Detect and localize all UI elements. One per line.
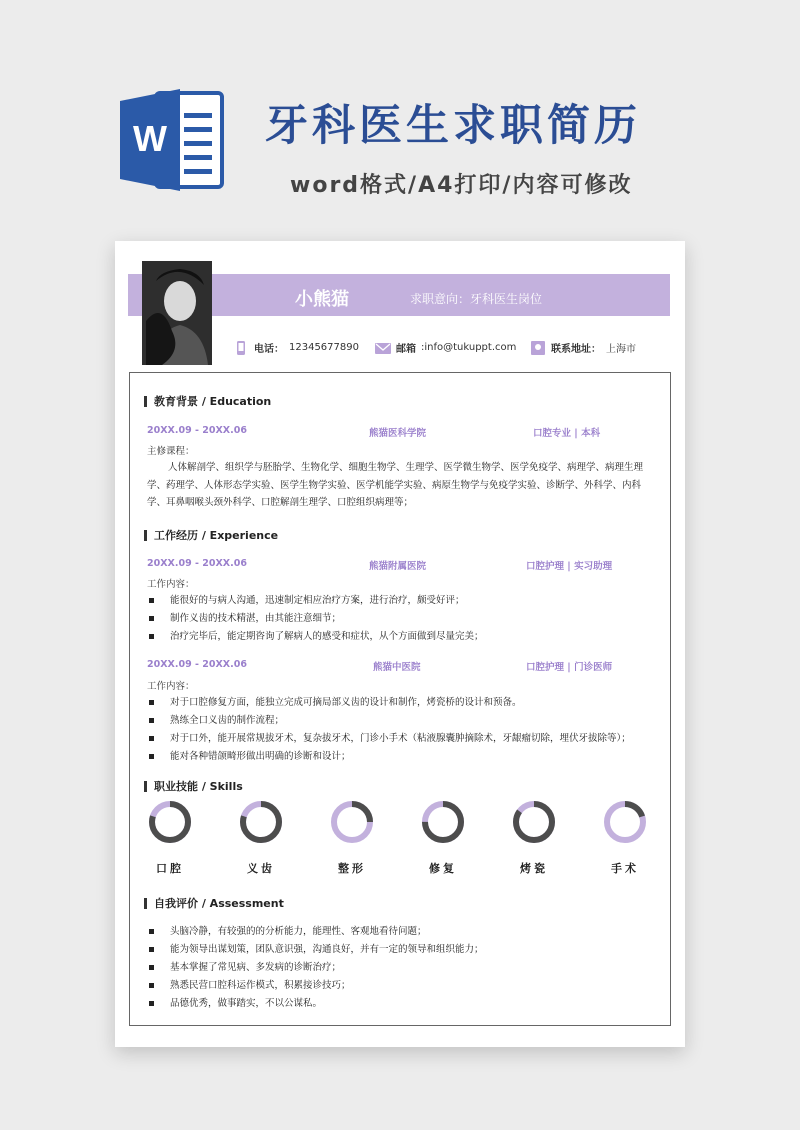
svg-text:W: W <box>133 118 167 159</box>
skill-3 <box>312 798 392 876</box>
contact-phone: 电话： 12345677890 <box>233 340 359 355</box>
job2-org: 熊猫中医院 <box>373 662 421 673</box>
phone-icon <box>233 341 249 355</box>
skill-ring <box>237 798 285 846</box>
assessment-heading: 自我评价 / Assessment <box>144 895 284 911</box>
courses-label: 主修课程： <box>147 446 195 457</box>
job1-role: 口腔护理 | 实习助理 <box>526 561 613 572</box>
contact-email: 邮箱 :info@tukuppt.com <box>375 340 516 355</box>
page-subtitle: word格式/A4打印/内容可修改 <box>290 173 633 198</box>
skill-name: 义齿 <box>247 862 275 875</box>
list-item: 治疗完毕后，能定期咨询了解病人的感受和症状，从个方面做到尽量完美； <box>147 628 667 646</box>
education-date: 20XX.09 - 20XX.06 <box>147 425 247 436</box>
skill-ring <box>328 798 376 846</box>
job2-date: 20XX.09 - 20XX.06 <box>147 659 247 670</box>
experience-heading: 工作经历 / Experience <box>144 527 278 543</box>
skill-name: 口腔 <box>156 862 184 875</box>
skill-name: 烤瓷 <box>520 862 548 875</box>
job1-label: 工作内容： <box>147 579 195 590</box>
contact-address: 联系地址： 上海市 <box>530 340 636 355</box>
resume-body <box>129 372 671 1026</box>
list-item: 头脑冷静，有较强的的分析能力，能理性、客观地看待问题； <box>147 923 667 941</box>
contact-row <box>225 340 675 360</box>
list-item: 熟练全口义齿的制作流程； <box>147 712 667 730</box>
skill-2 <box>221 798 301 876</box>
location-icon <box>530 341 546 355</box>
list-item: 能很好的与病人沟通，迅速制定相应治疗方案，进行治疗，颇受好评； <box>147 592 667 610</box>
job1-org: 熊猫附属医院 <box>369 561 427 572</box>
list-item: 对于口外，能开展常规拔牙术，复杂拔牙术，门诊小手术（粘液腺囊肿摘除术，牙龈瘤切除，埋伏牙拔除等）； <box>147 730 667 748</box>
job-intent: 求职意向：牙科医生岗位 <box>410 292 543 306</box>
list-item: 制作义齿的技术精湛，由其能注意细节； <box>147 610 667 628</box>
job1-date: 20XX.09 - 20XX.06 <box>147 558 247 569</box>
assessment-list <box>147 923 667 1013</box>
list-item: 能对各种错颌畸形做出明确的诊断和设计； <box>147 748 667 766</box>
job1-duties <box>147 592 667 646</box>
skill-ring <box>419 798 467 846</box>
profile-photo <box>142 261 212 365</box>
job2-duties <box>147 694 667 766</box>
word-document-icon <box>118 85 228 195</box>
skill-5 <box>494 798 574 876</box>
skill-name: 整形 <box>338 862 366 875</box>
list-item: 基本掌握了常见病、多发病的诊断治疗； <box>147 959 667 977</box>
education-heading: 教育背景 / Education <box>144 393 271 409</box>
skill-ring <box>601 798 649 846</box>
skills-rings <box>130 798 670 908</box>
skill-ring <box>146 798 194 846</box>
list-item: 品德优秀，做事踏实，不以公谋私。 <box>147 995 667 1013</box>
job2-label: 工作内容： <box>147 681 195 692</box>
skills-heading: 职业技能 / Skills <box>144 778 243 794</box>
skill-ring <box>510 798 558 846</box>
resume-paper <box>115 241 685 1047</box>
page-title: 牙科医生求职简历 <box>265 101 641 151</box>
list-item: 能为领导出谋划策，团队意识强，沟通良好，并有一定的领导和组织能力； <box>147 941 667 959</box>
list-item: 对于口腔修复方面，能独立完成可摘局部义齿的设计和制作，烤瓷桥的设计和预备。 <box>147 694 667 712</box>
skill-6 <box>585 798 665 876</box>
education-major: 口腔专业 | 本科 <box>533 428 601 439</box>
job2-role: 口腔护理 | 门诊医师 <box>526 662 613 673</box>
mail-icon <box>375 341 391 355</box>
education-school: 熊猫医科学院 <box>369 428 427 439</box>
list-item: 熟悉民营口腔科运作模式，积累接诊技巧； <box>147 977 667 995</box>
skill-4 <box>403 798 483 876</box>
skill-1 <box>130 798 210 876</box>
skill-name: 手术 <box>611 862 639 875</box>
courses-text: 人体解剖学、组织学与胚胎学、生物化学、细胞生物学、生理学、医学微生物学、医学免疫学、病理学、病理生理学、药理学、人体形态学实验、医学生物学实验、医学机能学实验、病原生物学与免疫学实验、诊断学、外科学、内科学、耳鼻咽喉头颈外科学、口腔解剖生理学、口腔组织病理等； <box>147 462 644 508</box>
candidate-name: 小熊猫 <box>295 289 349 310</box>
skill-name: 修复 <box>429 862 457 875</box>
